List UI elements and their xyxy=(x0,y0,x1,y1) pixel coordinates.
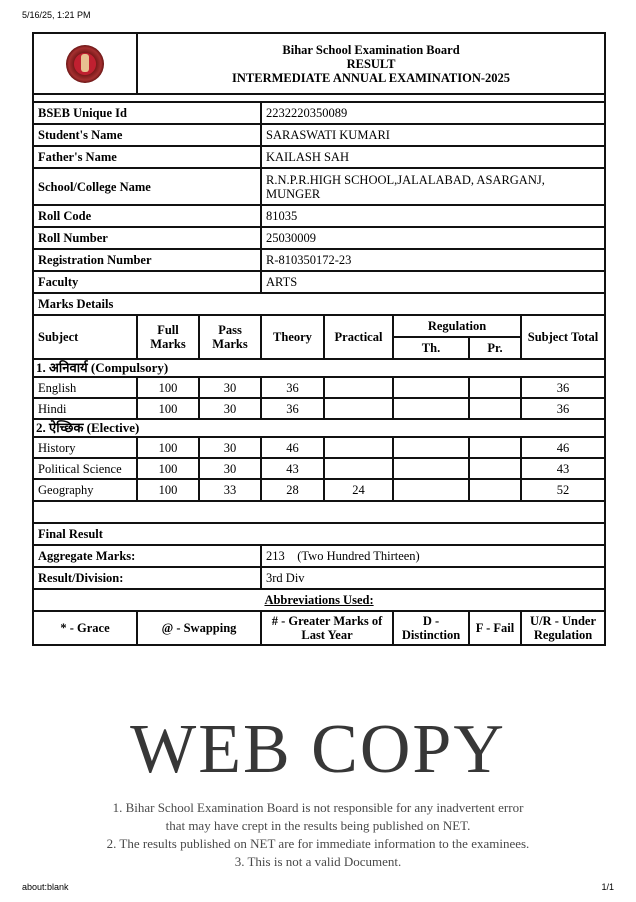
regulation-pr xyxy=(469,377,521,398)
info-label: Student's Name xyxy=(33,124,261,146)
abbr-greater-marks: # - Greater Marks of Last Year xyxy=(261,611,393,645)
aggregate-words: (Two Hundred Thirteen) xyxy=(297,549,420,563)
pass-marks: 30 xyxy=(199,437,261,458)
page-url: about:blank xyxy=(22,882,69,892)
pass-marks: 30 xyxy=(199,398,261,419)
abbr-distinction: D - Distinction xyxy=(393,611,469,645)
header-title xyxy=(137,33,605,94)
pass-marks: 30 xyxy=(199,458,261,479)
info-label: BSEB Unique Id xyxy=(33,102,261,124)
info-row xyxy=(33,227,605,249)
pass-marks: 33 xyxy=(199,479,261,501)
info-row xyxy=(33,205,605,227)
full-marks: 100 xyxy=(137,377,199,398)
abbr-grace: * - Grace xyxy=(33,611,137,645)
print-datetime: 5/16/25, 1:21 PM xyxy=(22,10,91,20)
col-theory: Theory xyxy=(261,315,324,359)
blank-row xyxy=(33,501,605,523)
watermark-line: 1. Bihar School Examination Board is not responsible for any inadvertent error xyxy=(112,800,524,815)
col-subject-total: Subject Total xyxy=(521,315,605,359)
division-row xyxy=(33,567,605,589)
practical-marks xyxy=(324,377,393,398)
theory-marks: 36 xyxy=(261,377,324,398)
division-label: Result/Division: xyxy=(33,567,261,589)
info-row xyxy=(33,124,605,146)
theory-marks: 36 xyxy=(261,398,324,419)
subject-total: 52 xyxy=(521,479,605,501)
info-row xyxy=(33,249,605,271)
subject-name: English xyxy=(33,377,137,398)
info-row xyxy=(33,168,605,205)
regulation-pr xyxy=(469,479,521,501)
marks-details-heading: Marks Details xyxy=(33,293,605,315)
theory-marks: 28 xyxy=(261,479,324,501)
theory-marks: 43 xyxy=(261,458,324,479)
aggregate-value-cell xyxy=(261,545,605,567)
abbr-fail: F - Fail xyxy=(469,611,521,645)
pass-marks: 30 xyxy=(199,377,261,398)
full-marks: 100 xyxy=(137,437,199,458)
info-value: 81035 xyxy=(261,205,605,227)
full-marks: 100 xyxy=(137,398,199,419)
final-result-heading: Final Result xyxy=(33,523,605,545)
regulation-th xyxy=(393,479,469,501)
exam-name: INTERMEDIATE ANNUAL EXAMINATION-2025 xyxy=(232,70,511,85)
elective-heading: 2. ऐच्छिक (Elective) xyxy=(33,419,605,437)
aggregate-value: 213 xyxy=(266,549,285,563)
practical-marks xyxy=(324,398,393,419)
marks-header-row xyxy=(33,315,605,337)
info-label: Registration Number xyxy=(33,249,261,271)
info-row xyxy=(33,146,605,168)
info-value: 25030009 xyxy=(261,227,605,249)
abbreviations-row xyxy=(33,611,605,645)
info-label: Roll Code xyxy=(33,205,261,227)
info-label: Roll Number xyxy=(33,227,261,249)
practical-marks: 24 xyxy=(324,479,393,501)
table-row xyxy=(33,398,605,419)
abbreviations-heading: Abbreviations Used: xyxy=(264,593,374,607)
info-value: SARASWATI KUMARI xyxy=(261,124,605,146)
table-row xyxy=(33,437,605,458)
subject-total: 43 xyxy=(521,458,605,479)
abbr-under-regulation: U/R - Under Regulation xyxy=(521,611,605,645)
subject-name: Hindi xyxy=(33,398,137,419)
col-full-marks: Full Marks xyxy=(137,315,199,359)
regulation-th xyxy=(393,377,469,398)
subject-name: Geography xyxy=(33,479,137,501)
col-regulation-pr: Pr. xyxy=(469,337,521,359)
watermark-line: that may have crept in the results being published on NET. xyxy=(165,818,471,833)
info-label: Father's Name xyxy=(33,146,261,168)
regulation-th xyxy=(393,458,469,479)
regulation-th xyxy=(393,398,469,419)
subject-name: History xyxy=(33,437,137,458)
abbreviations-heading-cell xyxy=(33,589,605,611)
regulation-pr xyxy=(469,437,521,458)
page-count: 1/1 xyxy=(601,882,614,892)
subject-name: Political Science xyxy=(33,458,137,479)
logo-cell xyxy=(33,33,137,94)
regulation-th xyxy=(393,437,469,458)
result-table xyxy=(32,32,606,646)
watermark-line: 3. This is not a valid Document. xyxy=(234,854,402,869)
regulation-pr xyxy=(469,398,521,419)
info-label: School/College Name xyxy=(33,168,261,205)
division-value: 3rd Div xyxy=(261,567,605,589)
col-regulation-th: Th. xyxy=(393,337,469,359)
abbr-swapping: @ - Swapping xyxy=(137,611,261,645)
col-regulation: Regulation xyxy=(393,315,521,337)
aggregate-row xyxy=(33,545,605,567)
col-pass-marks: Pass Marks xyxy=(199,315,261,359)
table-row xyxy=(33,458,605,479)
result-heading: RESULT xyxy=(346,56,396,71)
header-row xyxy=(33,33,605,94)
spacer xyxy=(33,94,605,102)
watermark-web-copy: WEB COPY xyxy=(130,711,506,788)
info-value: R-810350172-23 xyxy=(261,249,605,271)
table-row xyxy=(33,479,605,501)
full-marks: 100 xyxy=(137,479,199,501)
bseb-logo xyxy=(66,45,104,83)
watermark-line: 2. The results published on NET are for immediate information to the examinees. xyxy=(106,836,530,851)
theory-marks: 46 xyxy=(261,437,324,458)
info-row xyxy=(33,102,605,124)
practical-marks xyxy=(324,458,393,479)
practical-marks xyxy=(324,437,393,458)
info-value: R.N.P.R.HIGH SCHOOL,JALALABAD, ASARGANJ, MUNGER xyxy=(261,168,605,205)
subject-total: 36 xyxy=(521,398,605,419)
info-label: Faculty xyxy=(33,271,261,293)
info-value: KAILASH SAH xyxy=(261,146,605,168)
col-practical: Practical xyxy=(324,315,393,359)
info-value: ARTS xyxy=(261,271,605,293)
regulation-pr xyxy=(469,458,521,479)
info-row xyxy=(33,271,605,293)
info-value: 2232220350089 xyxy=(261,102,605,124)
full-marks: 100 xyxy=(137,458,199,479)
subject-total: 36 xyxy=(521,377,605,398)
compulsory-heading: 1. अनिवार्य (Compulsory) xyxy=(33,359,605,377)
col-subject: Subject xyxy=(33,315,137,359)
table-row xyxy=(33,377,605,398)
aggregate-label: Aggregate Marks: xyxy=(33,545,261,567)
board-name: Bihar School Examination Board xyxy=(282,42,460,57)
subject-total: 46 xyxy=(521,437,605,458)
